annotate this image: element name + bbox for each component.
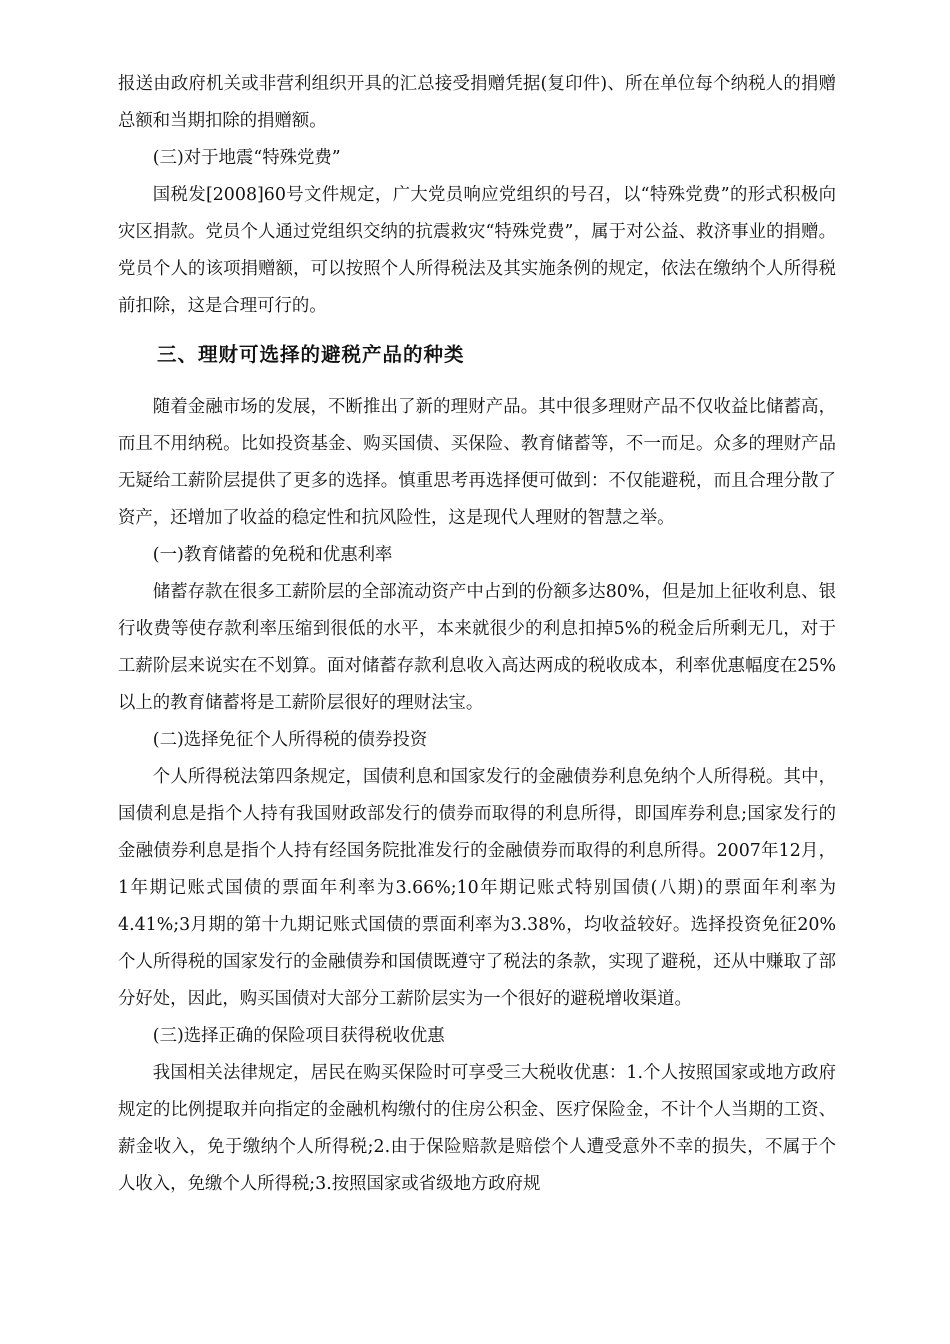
paragraph-education-savings: 储蓄存款在很多工薪阶层的全部流动资产中占到的份额多达80%，但是加上征收利息、银行收费等使存款利率压缩到很低的水平，本来就很少的利息扣掉5%的税金后所剩无几，对于工薪阶层来说实在不划算。面对储蓄存款利息收入高达两成的税收成本，利率优惠幅度在25%以上的教育储蓄将是工薪阶层很好的理财法宝。: [118, 582, 836, 713]
subheading-earthquake-party-dues: (三)对于地震“特殊党费”: [152, 148, 341, 168]
section-heading-tax-avoidance-products: 三、理财可选择的避税产品的种类: [157, 343, 465, 366]
paragraph-bond-investment: 个人所得税法第四条规定，国债利息和国家发行的金融债券利息免纳个人所得税。其中，国债利息是指个人持有我国财政部发行的债券而取得的利息所得，即国库券利息;国家发行的金融债券利息是指个人持有经国务院批准发行的金融债券而取得的利息所得。2007年12月，1年期记账式国债的票面年利率为3.66%;10年期记账式特别国债(八期)的票面年利率为4.41%;3月期的第十九期记账式国债的票面利率为3.38%，均收益较好。选择投资免征20%个人所得税的国家发行的金融债券和国债既遵守了税法的条款，实现了避税，还从中赚取了部分好处，因此，购买国债对大部分工薪阶层实为一个很好的避税增收渠道。: [118, 767, 836, 1009]
document-page: [118, 66, 836, 1203]
paragraph-financial-products-intro: 随着金融市场的发展，不断推出了新的理财产品。其中很多理财产品不仅收益比储蓄高，而且不用纳税。比如投资基金、购买国债、买保险、教育储蓄等，不一而足。众多的理财产品无疑给工薪阶层提供了更多的选择。慎重思考再选择便可做到：不仅能避税，而且合理分散了资产，还增加了收益的稳定性和抗风险性，这是现代人理财的智慧之举。: [118, 397, 836, 528]
subheading-bond-investment: (二)选择免征个人所得税的债券投资: [152, 730, 428, 750]
paragraph-insurance: 我国相关法律规定，居民在购买保险时可享受三大税收优惠：1.个人按照国家或地方政府规定的比例提取并向指定的金融机构缴付的住房公积金、医疗保险金，不计个人当期的工资、薪金收入，免于缴纳个人所得税;2.由于保险赔款是赔偿个人遭受意外不幸的损失，不属于个人收入，免缴个人所得税;3.按照国家或省级地方政府规: [118, 1063, 836, 1194]
subheading-insurance: (三)选择正确的保险项目获得税收优惠: [152, 1026, 445, 1046]
subheading-education-savings: (一)教育储蓄的免税和优惠利率: [152, 545, 393, 565]
paragraph-donation-receipts: 报送由政府机关或非营利组织开具的汇总接受捐赠凭据(复印件)、所在单位每个纳税人的捐赠总额和当期扣除的捐赠额。: [118, 74, 836, 131]
paragraph-special-party-dues: 国税发[2008]60号文件规定，广大党员响应党组织的号召，以“特殊党费”的形式积极向灾区捐款。党员个人通过党组织交纳的抗震救灾“特殊党费”，属于对公益、救济事业的捐赠。党员个人的该项捐赠额，可以按照个人所得税法及其实施条例的规定，依法在缴纳个人所得税前扣除，这是合理可行的。: [118, 185, 836, 316]
